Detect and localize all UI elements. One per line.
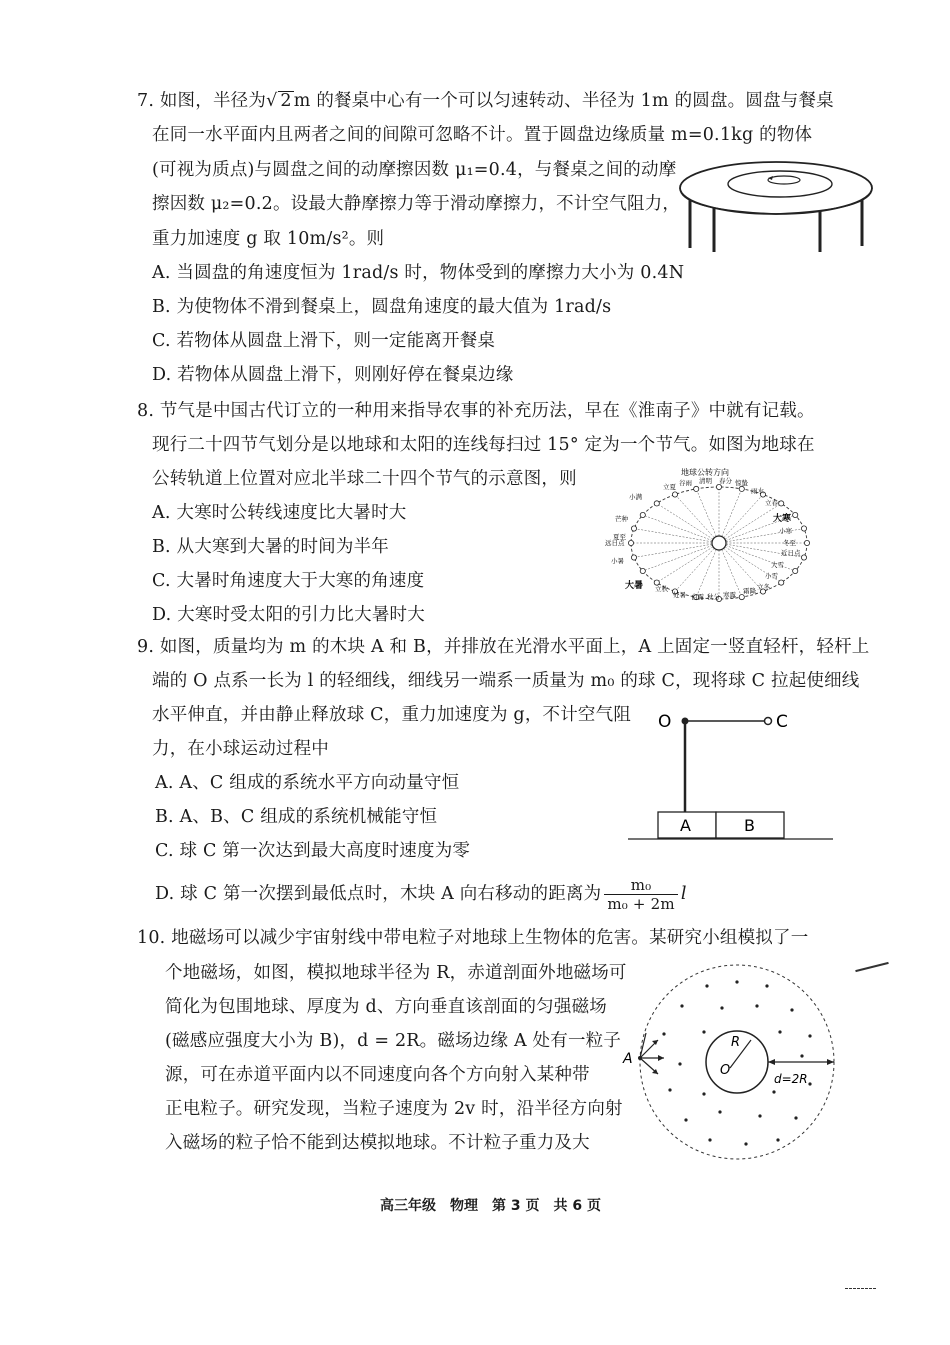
magnetic-field-figure [620,960,840,1180]
field-dot [744,1142,747,1145]
field-dot [794,1116,797,1119]
solar-term-label: 立春 [765,499,778,507]
solar-term-label: 春分 [719,477,732,485]
solar-term-label: 处暑 [673,591,686,599]
field-dot [684,1118,687,1121]
solar-term-label: 冬至 [783,539,796,547]
solar-term-label: 小雪 [765,572,778,580]
solar-term-label: 清明 [699,477,712,485]
earth-position [640,512,645,517]
q10-line-7: 入磁场的粒子恰不能到达模拟地球。不计粒子重力及大 [165,1133,590,1153]
arrow-right-icon [827,1059,834,1065]
earth-position [640,568,645,573]
q7-line-2: 在同一水平面内且两者之间的间隙可忽略不计。置于圆盘边缘质量 m=0.1kg 的物体 [152,125,813,145]
orbit-spoke [643,515,719,543]
q7-line-1-text: 7. 如图，半径为 [137,91,267,111]
solar-term-label: 夏至 [613,533,626,541]
qr-code-fragment-icon [845,1281,883,1289]
field-dot [668,1088,671,1091]
solar-term-label: 远日点 [605,539,625,547]
orbit-spoke [719,495,763,543]
field-dot [776,1138,779,1141]
orbit-spoke [675,543,719,591]
q7-line-1-text-b: m 的餐桌中心有一个可以匀速转动、半径为 1m 的圆盘。圆盘与餐桌 [293,91,834,111]
orbit-spoke [719,489,742,543]
q9-line-2: 端的 O 点系一长为 l 的轻细线，细线另一端系一质量为 m₀ 的球 C，现将球 C 拉起使细线 [152,671,860,691]
field-dot [678,1062,681,1065]
pendulum-blocks-figure [628,708,838,843]
label-r: R [731,1035,741,1050]
solar-term-label: 小满 [629,493,642,501]
q10-line-4: (磁感应强度大小为 B)，d = 2R。磁场边缘 A 处有一粒子 [165,1031,622,1051]
earth-position [739,594,744,599]
q9-option-c: C. 球 C 第一次达到最大高度时速度为零 [155,841,471,861]
q9-option-b: B. A、B、C 组成的系统机械能守恒 [155,807,438,827]
label-c: C [776,712,788,732]
solar-term-label: 雨水 [751,487,764,495]
orbit-spoke [719,503,781,543]
q9-line-4: 力，在小球运动过程中 [152,739,329,759]
orbit-spoke [634,543,719,557]
q7-option-b: B. 为使物体不滑到餐桌上，圆盘角速度的最大值为 1rad/s [152,297,612,317]
q7-option-c: C. 若物体从圆盘上滑下，则一定能离开餐桌 [152,331,496,351]
orbit-spoke [657,503,719,543]
q9-option-d-text: D. 球 C 第一次摆到最低点时，木块 A 向右移动的距离为 [155,884,602,904]
field-dot [702,1030,705,1033]
label-o: O [658,712,672,732]
field-dot [680,1004,683,1007]
q8-option-c: C. 大暑时角速度大于大寒的角速度 [152,571,425,591]
solar-term-label: 霜降 [743,587,756,595]
earth-position [739,486,744,491]
arrow-head-icon [652,1040,658,1045]
earth-position [654,501,659,506]
field-dot [758,1114,761,1117]
fraction-denominator: m₀ + 2m [607,895,675,913]
sun-icon [712,536,726,550]
field-dot [735,980,738,983]
orbit-spoke [696,489,719,543]
solar-term-label: 立秋 [655,585,668,593]
earth-position [631,555,636,560]
page-footer: 高三年级 物理 第 3 页 共 6 页 [380,1198,601,1214]
q8-option-a: A. 大寒时公转线速度比大暑时大 [152,503,407,523]
arrow-left-icon [768,1059,775,1065]
orbit-spoke [675,495,719,543]
earth-position [804,540,809,545]
solar-term-label: 芒种 [615,515,628,523]
label-d: d=2R [774,1072,808,1086]
field-dot [705,984,708,987]
field-dot [800,1054,803,1057]
ball-c [765,718,772,725]
solar-term-label: 立夏 [663,483,676,491]
q9-line-1: 9. 如图，质量均为 m 的木块 A 和 B，并排放在光滑水平面上，A 上固定一竖直轻杆，轻杆上 [137,637,870,657]
solar-term-label: 立冬 [757,583,770,591]
length-symbol: l [680,884,687,904]
field-dot [790,1008,793,1011]
earth-position [779,580,784,585]
earth-position [694,486,699,491]
field-dot [718,1110,721,1113]
q7-option-d: D. 若物体从圆盘上滑下，则刚好停在餐桌边缘 [152,365,514,385]
earth-position [801,555,806,560]
solar-term-label: 秋分 [707,593,720,601]
q8-line-2: 现行二十四节气划分是以地球和太阳的连线每扫过 15° 定为一个节气。如图为地球在 [152,435,815,455]
earth-position [628,540,633,545]
solar-term-label: 小暑 [611,557,624,565]
field-dot [662,1032,665,1035]
q7-option-a: A. 当圆盘的角速度恒为 1rad/s 时，物体受到的摩擦力大小为 0.4N [152,263,685,283]
q7-line-1 [137,90,834,112]
solar-term-label: 大暑 [625,581,644,591]
solar-term-label: 大寒 [773,514,792,524]
sqrt-radicand: 2 [280,91,292,111]
q8-option-b: B. 从大寒到大暑的时间为半年 [152,537,389,557]
field-dot [808,1034,811,1037]
solar-term-label: 谷雨 [679,479,692,487]
solar-terms-orbit-figure [595,465,825,615]
label-a: A [680,816,691,835]
solar-term-label: 近日点 [781,549,801,557]
q10-line-6: 正电粒子。研究发现，当粒子速度为 2v 时，沿半径方向射 [165,1099,623,1119]
field-dot [755,1004,758,1007]
label-o: O [720,1063,731,1078]
q10-line-3: 简化为包围地球、厚度为 d、方向垂直该剖面的匀强磁场 [165,997,607,1017]
q10-line-2: 个地磁场，如图，模拟地球半径为 R，赤道剖面外地磁场可 [165,963,627,983]
field-dot [778,1030,781,1033]
solar-term-label: 小寒 [779,527,792,535]
orbit-spoke [634,529,719,543]
arrow-head-icon [658,1055,664,1061]
earth-position [631,526,636,531]
fraction-numerator: m₀ [604,876,678,895]
q8-line-1: 8. 节气是中国古代订立的一种用来指导农事的补充历法，早在《淮南子》中就有记载。 [137,401,815,421]
solar-term-label: 惊蛰 [735,479,748,487]
orbit-spoke [643,543,719,571]
solar-term-label: 白露 [691,593,704,601]
q8-option-d: D. 大寒时受太阳的引力比大暑时大 [152,605,425,625]
orbit-term-labels [605,476,801,601]
sqrt-sign: √ [266,91,278,111]
orbit-direction-label: 地球公转方向 [681,468,729,477]
q7-line-4: 擦因数 μ₂=0.2。设最大静摩擦力等于滑动摩擦力，不计空气阻力， [152,194,681,214]
earth-position [793,512,798,517]
label-b: B [744,816,755,835]
field-dot [708,1138,711,1141]
orbit-spoke [719,543,742,597]
field-dot [720,1006,723,1009]
orbit-spoke [696,543,719,597]
fraction [604,876,678,913]
q10-line-5: 源，可在赤道平面内以不同速度向各个方向射入某种带 [165,1065,590,1085]
earth-position [779,501,784,506]
q9-line-3: 水平伸直，并由静止释放球 C，重力加速度为 g，不计空气阻 [152,705,632,725]
field-dot [808,1082,811,1085]
label-a: A [623,1051,633,1067]
earth-position [672,492,677,497]
solar-term-label: 大雪 [771,561,784,569]
earth-position [801,526,806,531]
earth-position [716,484,721,489]
q7-line-5: 重力加速度 g 取 10m/s²。则 [152,229,385,249]
q9-option-d [155,874,687,914]
q8-line-3: 公转轨道上位置对应北半球二十四个节气的示意图，则 [152,469,577,489]
orbit-spoke [657,543,719,583]
field-dot [765,984,768,987]
field-dot [702,1092,705,1095]
solar-term-label: 寒露 [723,591,736,599]
q9-option-a: A. A、C 组成的系统水平方向动量守恒 [155,773,460,793]
q10-line-1: 10. 地磁场可以减少宇宙射线中带电粒子对地球上生物体的危害。某研究小组模拟了一 [137,928,809,948]
dining-table-figure [672,156,882,256]
field-dot [772,1090,775,1093]
q7-line-3: (可视为质点)与圆盘之间的动摩擦因数 μ₁=0.4，与餐桌之间的动摩 [152,160,677,180]
pen-mark [855,962,888,972]
earth-position [793,568,798,573]
